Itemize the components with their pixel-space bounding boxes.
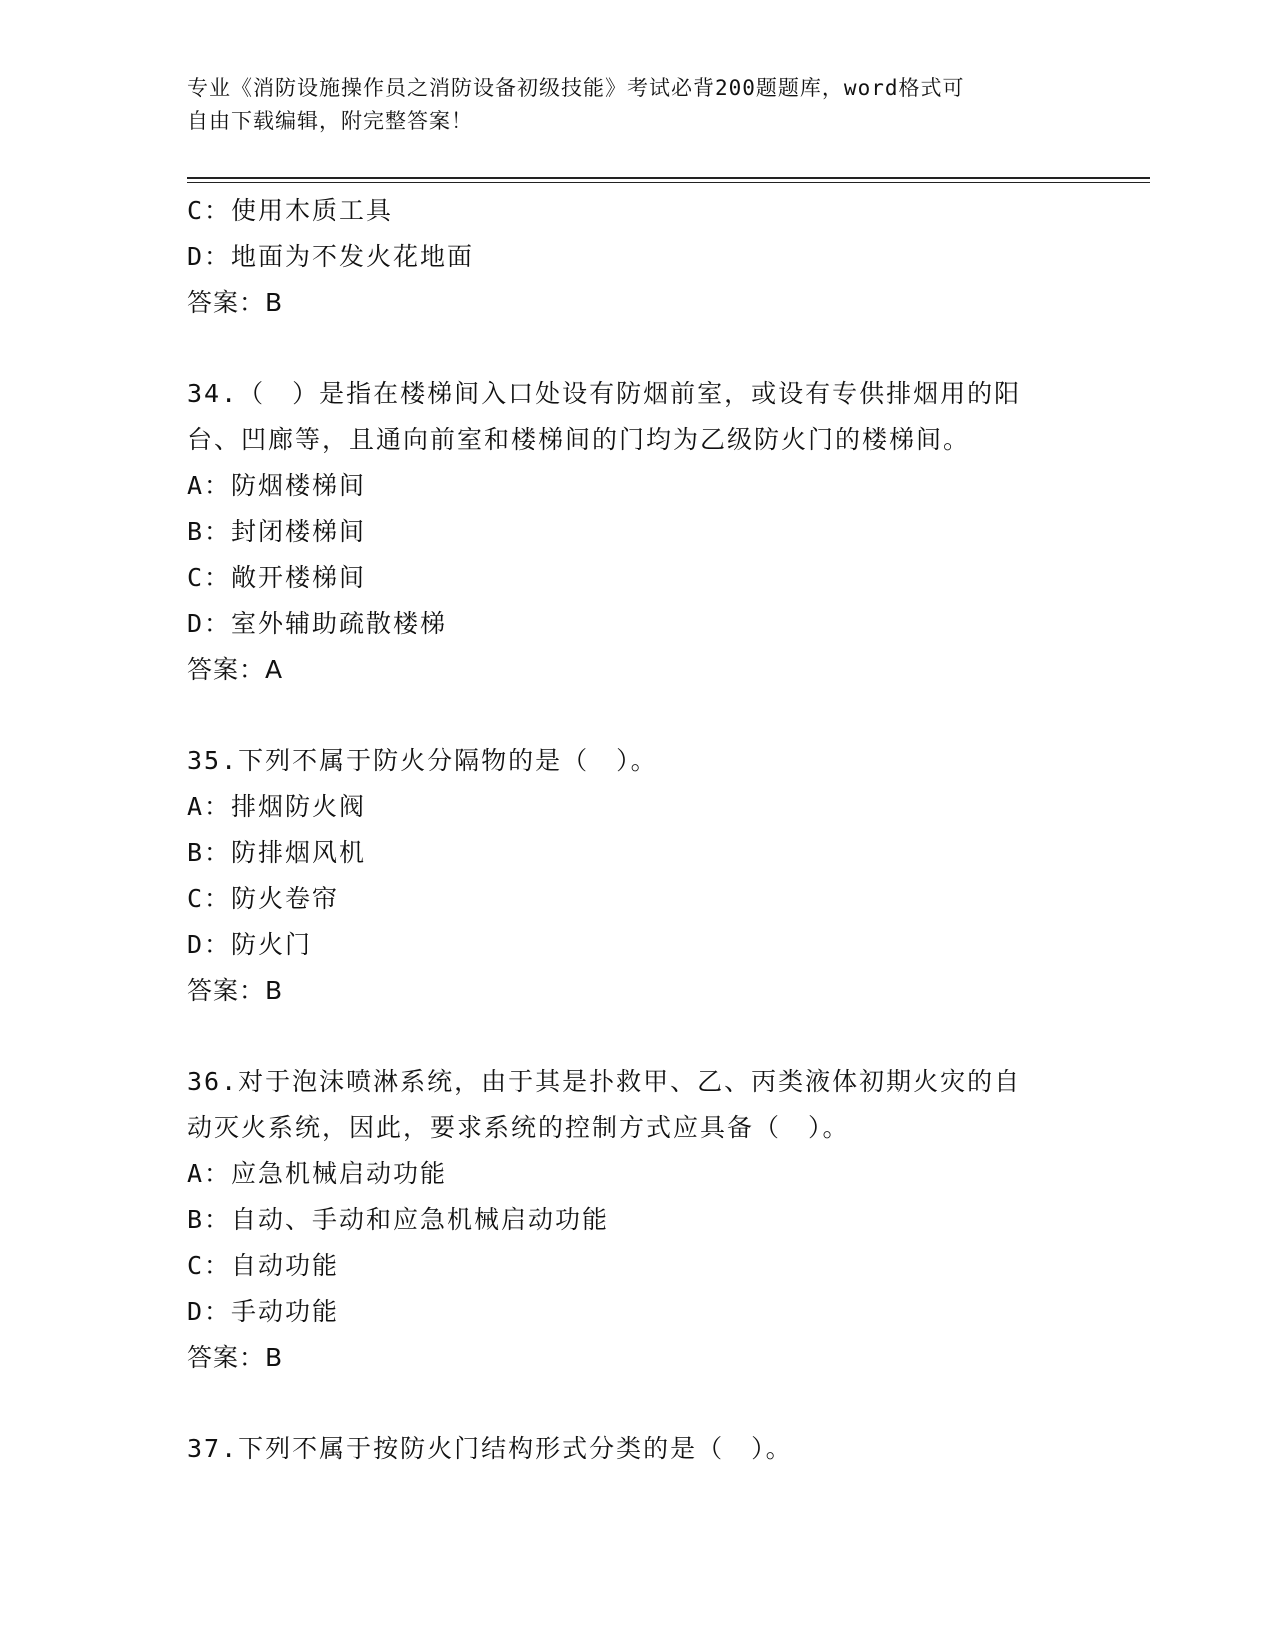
question-spacer <box>187 1381 1087 1426</box>
answer-line: 答案：A <box>187 655 284 684</box>
question-spacer <box>187 326 1087 371</box>
header-title-line-1: 专业《消防设施操作员之消防设备初级技能》考试必背200题题库，word格式可 <box>187 76 965 100</box>
question-stem-line-2: 台、凹廊等，且通向前室和楼梯间的门均为乙级防火门的楼梯间。 <box>187 425 971 454</box>
option-c: C：防火卷帘 <box>187 884 340 913</box>
question-36 <box>187 1059 1087 1381</box>
option-c: C：敞开楼梯间 <box>187 563 367 592</box>
question-37 <box>187 1426 1087 1472</box>
question-stem-line-1: 37.下列不属于按防火门结构形式分类的是（ ）。 <box>187 1434 793 1463</box>
header-divider-thin <box>187 182 1150 183</box>
option-a: A：防烟楼梯间 <box>187 471 367 500</box>
option-b: B：防排烟风机 <box>187 838 367 867</box>
answer-line: 答案：B <box>187 288 284 317</box>
option-a: A：应急机械启动功能 <box>187 1159 448 1188</box>
question-33-tail <box>187 188 1087 326</box>
question-stem-line-1: 35.下列不属于防火分隔物的是（ ）。 <box>187 746 658 775</box>
question-35 <box>187 738 1087 1014</box>
option-d: D：防火门 <box>187 930 313 959</box>
option-d: D：地面为不发火花地面 <box>187 242 475 271</box>
option-b: B：自动、手动和应急机械启动功能 <box>187 1205 610 1234</box>
question-spacer <box>187 693 1087 738</box>
question-stem-line-2: 动灭火系统，因此，要求系统的控制方式应具备（ ）。 <box>187 1113 850 1142</box>
question-stem-line-1: 36.对于泡沫喷淋系统，由于其是扑救甲、乙、丙类液体初期火灾的自 <box>187 1067 1022 1096</box>
answer-line: 答案：B <box>187 1343 284 1372</box>
question-34 <box>187 371 1087 693</box>
question-stem-line-1: 34.（ ）是指在楼梯间入口处设有防烟前室，或设有专供排烟用的阳 <box>187 379 1022 408</box>
option-b: B：封闭楼梯间 <box>187 517 367 546</box>
header-title-line-2: 自由下载编辑，附完整答案！ <box>187 109 473 133</box>
question-list <box>187 188 1087 1472</box>
document-header <box>187 72 1087 138</box>
answer-line: 答案：B <box>187 976 284 1005</box>
question-spacer <box>187 1014 1087 1059</box>
option-d: D：室外辅助疏散楼梯 <box>187 609 448 638</box>
option-c: C：使用木质工具 <box>187 196 394 225</box>
option-d: D：手动功能 <box>187 1297 340 1326</box>
header-divider-thick <box>187 177 1150 179</box>
option-c: C：自动功能 <box>187 1251 340 1280</box>
option-a: A：排烟防火阀 <box>187 792 367 821</box>
